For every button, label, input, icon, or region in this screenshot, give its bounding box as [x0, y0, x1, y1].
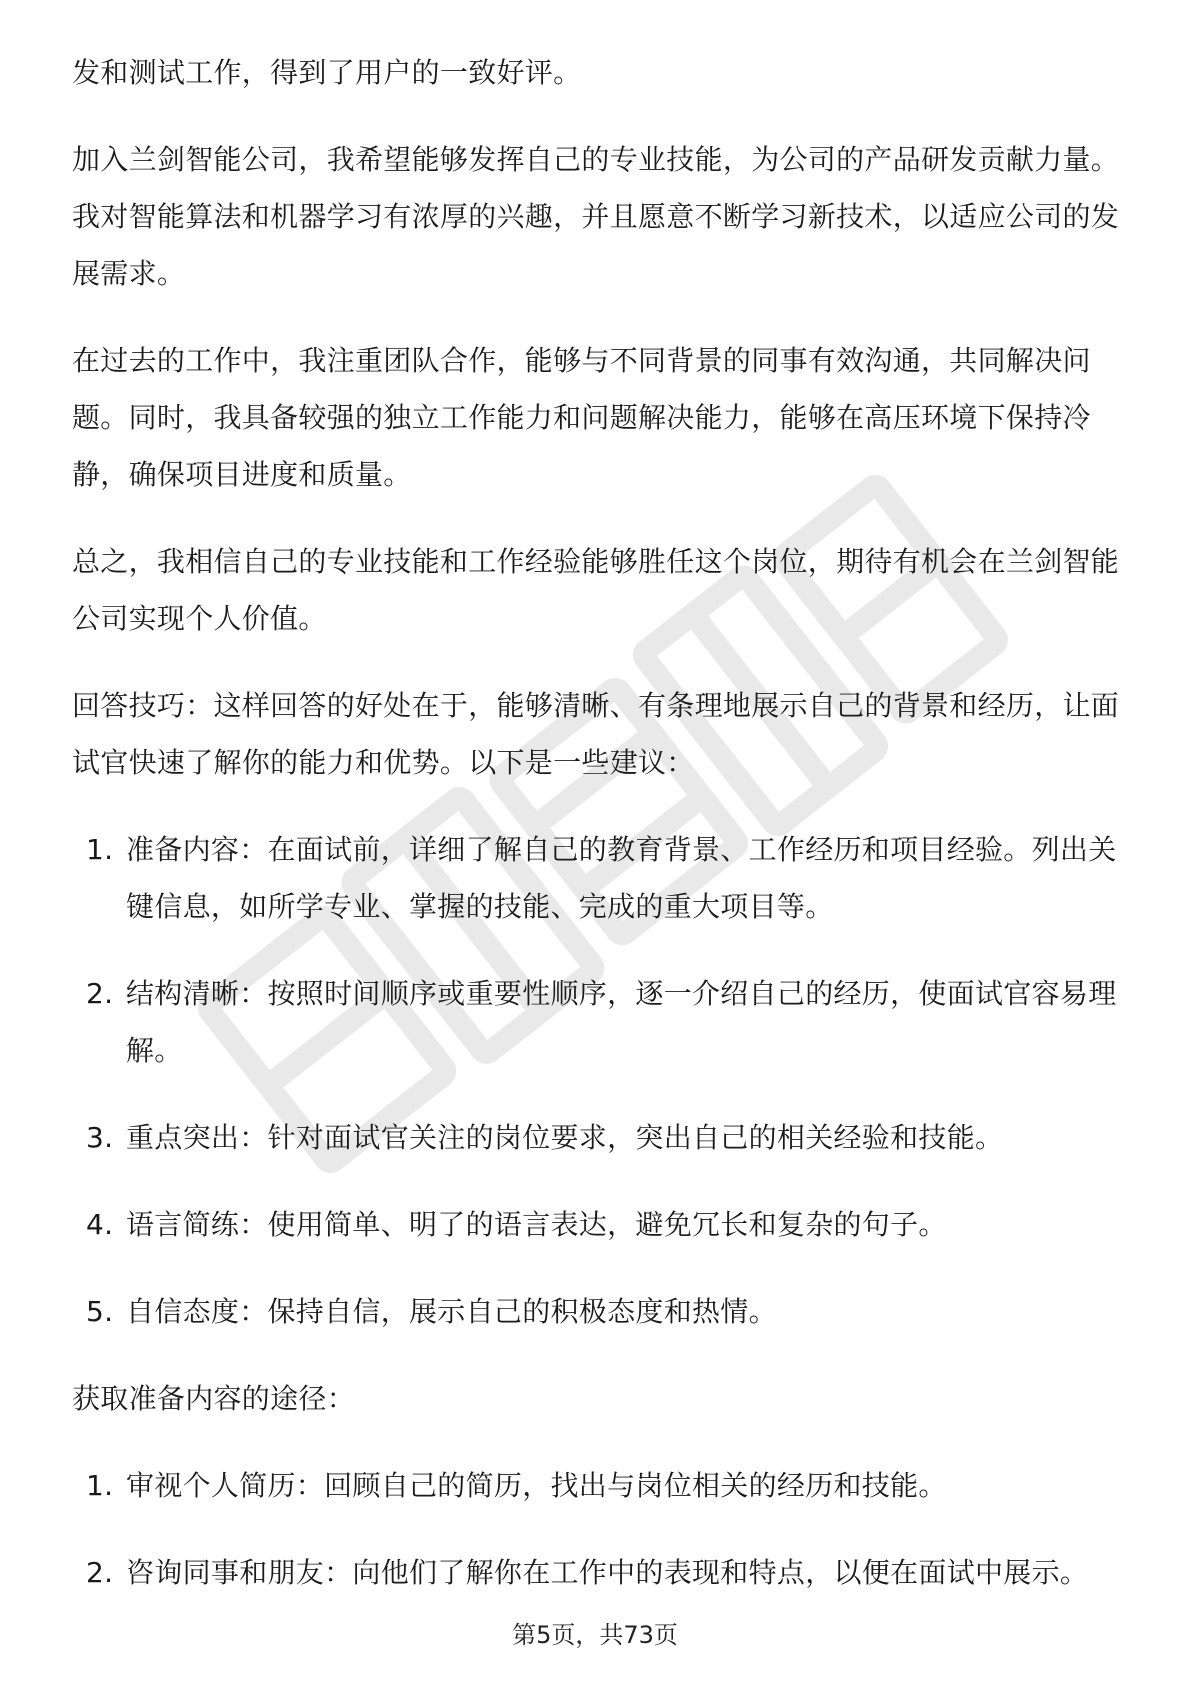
- list-item: [72, 821, 1122, 935]
- list-item-text: 结构清晰：按照时间顺序或重要性顺序，逐一介绍自己的经历，使面试官容易理解。: [126, 977, 1117, 1067]
- paragraph: 加入兰剑智能公司，我希望能够发挥自己的专业技能，为公司的产品研发贡献力量。我对智能算法和机器学习有浓厚的兴趣，并且愿意不断学习新技术，以适应公司的发展需求。: [72, 143, 1120, 290]
- answer-tips-intro: 回答技巧：这样回答的好处在于，能够清晰、有条理地展示自己的背景和经历，让面试官快速了解你的能力和优势。以下是一些建议：: [72, 689, 1120, 779]
- list-item-text: 重点突出：针对面试官关注的岗位要求，突出自己的相关经验和技能。: [126, 1121, 1004, 1154]
- list-number: 2.: [86, 1556, 114, 1589]
- list-item: [72, 1457, 1122, 1514]
- list-item: [72, 1544, 1122, 1601]
- paragraph: 发和测试工作，得到了用户的一致好评。: [72, 56, 582, 89]
- page-number-footer: 第5页，共73页: [512, 1621, 678, 1649]
- paragraph: 总之，我相信自己的专业技能和工作经验能够胜任这个岗位，期待有机会在兰剑智能公司实现个人价值。: [72, 545, 1120, 635]
- paragraph: 在过去的工作中，我注重团队合作，能够与不同背景的同事有效沟通，共同解决问题。同时，我具备较强的独立工作能力和问题解决能力，能够在高压环境下保持冷静，确保项目进度和质量。: [72, 344, 1091, 491]
- list-item-text: 准备内容：在面试前，详细了解自己的教育背景、工作经历和项目经验。列出关键信息，如所学专业、掌握的技能、完成的重大项目等。: [126, 833, 1117, 923]
- list-item-text: 语言简练：使用简单、明了的语言表达，避免冗长和复杂的句子。: [126, 1208, 947, 1241]
- list-item: [72, 1196, 1122, 1253]
- list-number: 1.: [86, 833, 114, 866]
- document-body: [72, 44, 1122, 1631]
- list-item: [72, 1283, 1122, 1340]
- list-number: 1.: [86, 1469, 114, 1502]
- list-number: 5.: [86, 1295, 114, 1328]
- list-number: 2.: [86, 977, 114, 1010]
- list-item: [72, 1109, 1122, 1166]
- sources-list: [72, 1457, 1122, 1601]
- tips-list: [72, 821, 1122, 1340]
- list-number: 4.: [86, 1208, 114, 1241]
- list-item-text: 咨询同事和朋友：向他们了解你在工作中的表现和特点，以便在面试中展示。: [126, 1556, 1089, 1589]
- list-item: [72, 965, 1122, 1079]
- list-number: 3.: [86, 1121, 114, 1154]
- sources-heading: 获取准备内容的途径：: [72, 1382, 356, 1415]
- list-item-text: 审视个人简历：回顾自己的简历，找出与岗位相关的经历和技能。: [126, 1469, 947, 1502]
- list-item-text: 自信态度：保持自信，展示自己的积极态度和热情。: [126, 1295, 777, 1328]
